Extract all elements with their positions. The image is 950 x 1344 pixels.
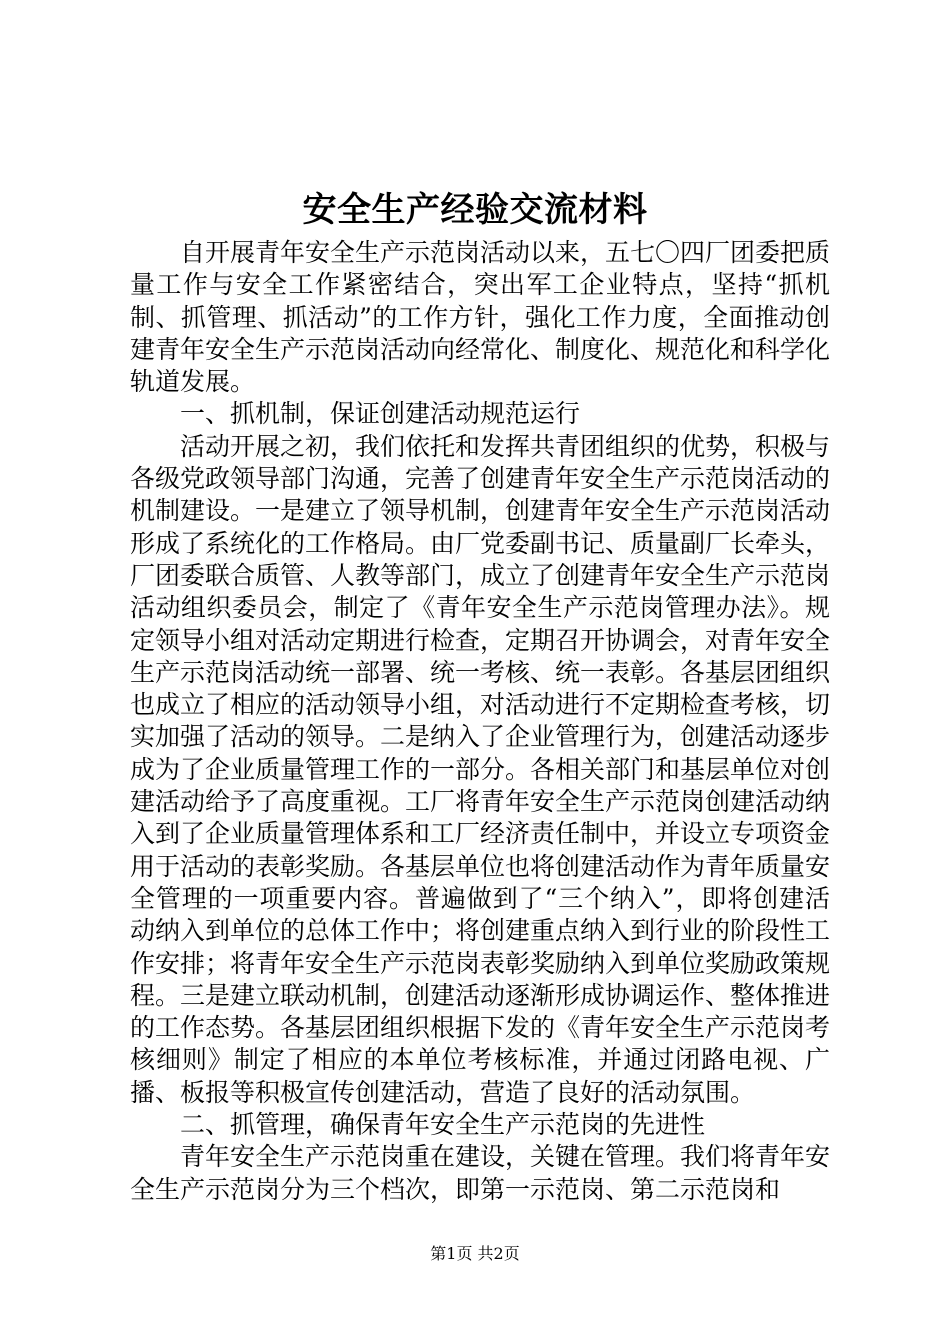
section-heading-2: 二、抓管理，确保青年安全生产示范岗的先进性 xyxy=(180,1110,706,1140)
page-footer: 第1页 共2页 xyxy=(430,1244,520,1263)
section-heading-1: 一、抓机制，保证创建活动规范运行 xyxy=(180,399,581,429)
document-body xyxy=(130,237,830,1206)
page-title: 安全生产经验交流材料 xyxy=(302,190,648,230)
section-1-paragraph: 活动开展之初，我们依托和发挥共青团组织的优势，积极与各级党政领导部门沟通，完善了创建青年安全生产示范岗活动的机制建设。一是建立了领导机制，创建青年安全生产示范岗活动形成了系统化的工作格局。由厂党委副书记、质量副厂长牵头，厂团委联合质管、人教等部门，成立了创建青年安全生产示范岗活动组织委员会，制定了《青年安全生产示范岗管理办法》。规定领导小组对活动定期进行检查，定期召开协调会，对青年安全生产示范岗活动统一部署、统一考核、统一表彰。各基层团组织也成立了相应的活动领导小组，对活动进行不定期检查考核，切实加强了活动的领导。二是纳入了企业管理行为，创建活动逐步成为了企业质量管理工作的一部分。各相关部门和基层单位对创建活动给予了高度重视。工厂将青年安全生产示范岗创建活动纳入到了企业质量管理体系和工厂经济责任制中，并设立专项资金用于活动的表彰奖励。各基层单位也将创建活动作为青年质量安全管理的一项重要内容。普遍做到了“三个纳入”，即将创建活动纳入到单位的总体工作中；将创建重点纳入到行业的阶段性工作安排；将青年安全生产示范岗表彰奖励纳入到单位奖励政策规程。三是建立联动机制，创建活动逐渐形成协调运作、整体推进的工作态势。各基层团组织根据下发的《青年安全生产示范岗考核细则》制定了相应的本单位考核标准，并通过闭路电视、广播、板报等积极宣传创建活动，营造了良好的活动氛围。 xyxy=(130,431,831,1107)
intro-paragraph: 自开展青年安全生产示范岗活动以来，五七〇四厂团委把质量工作与安全工作紧密结合，突出军工企业特点，坚持“抓机制、抓管理、抓活动”的工作方针，强化工作力度，全面推动创建青年安全生产示范岗活动向经常化、制度化、规范化和科学化轨道发展。 xyxy=(130,238,831,397)
section-2-paragraph: 青年安全生产示范岗重在建设，关键在管理。我们将青年安全生产示范岗分为三个档次，即第一示范岗、第二示范岗和 xyxy=(130,1142,831,1204)
